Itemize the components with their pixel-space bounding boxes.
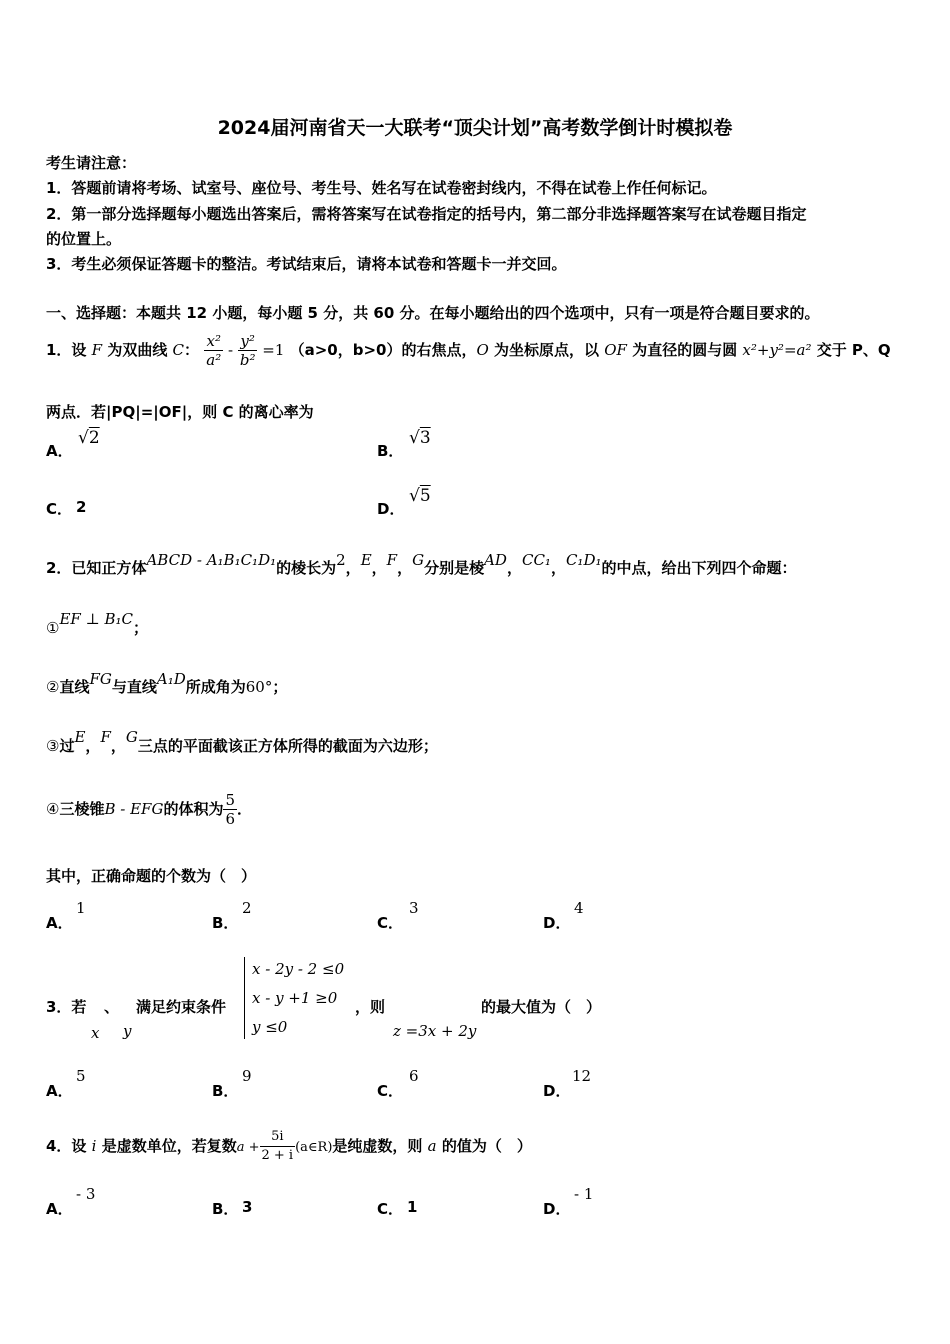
q3-constraint-1: x - 2y - 2 ≤0 xyxy=(252,960,345,978)
q1-option-d-value: √5 xyxy=(409,486,431,506)
q3-option-c-label: C． xyxy=(377,1082,404,1100)
q2-edge-AD: AD xyxy=(484,551,507,569)
q1-option-a-value: √2 xyxy=(78,428,100,448)
q1-fraction-y: $\frac{\text{y²}}{\text{b²}}$ xyxy=(239,332,256,369)
q3-option-d-value: 12 xyxy=(572,1067,592,1085)
q4-option-a-value: - 3 xyxy=(76,1185,96,1203)
q2-proposition-2: ②直线FG与直线A₁D所成角为60°； xyxy=(46,670,288,696)
q2-question: 其中，正确命题的个数为（ ） xyxy=(46,867,257,885)
q2-edge-C1D1: C₁D₁ xyxy=(565,551,602,569)
q3-separator: 、 xyxy=(104,998,120,1016)
q1-var-O: O xyxy=(476,341,489,359)
q4-option-d-value: - 1 xyxy=(574,1185,594,1203)
q2-cube: ABCD - A₁B₁C₁D₁ xyxy=(146,551,277,569)
q3-option-a-value: 5 xyxy=(76,1067,86,1085)
q2-edge-length: 2 xyxy=(336,551,346,569)
q1-text-1: 为双曲线 xyxy=(102,341,173,359)
q2-lead: 2．已知正方体 xyxy=(46,559,147,577)
q2-option-d-label: D． xyxy=(543,914,571,932)
q3-option-a-label: A． xyxy=(46,1082,73,1100)
q1-fraction-x: $\frac{\text{x²}}{\text{a²}}$ xyxy=(206,332,222,369)
q1-option-b-value: √3 xyxy=(409,428,431,448)
q1-minus: - xyxy=(223,341,238,359)
q2-option-b-value: 2 xyxy=(242,899,252,917)
q4-option-c-value: 1 xyxy=(407,1198,418,1216)
q3-var-y: y xyxy=(123,1022,132,1040)
q2-option-c-label: C． xyxy=(377,914,404,932)
q2-option-a-value: 1 xyxy=(76,899,86,917)
q1-option-a-label: A． xyxy=(46,442,73,460)
question-2-stem: 2．已知正方体ABCD - A₁B₁C₁D₁的棱长为2，E，F，G分别是棱AD，CC₁，C₁D₁的中点，给出下列四个命题： xyxy=(46,551,797,577)
notice-item-2b: 的位置上。 xyxy=(46,230,122,248)
q1-option-c-label: C． xyxy=(46,500,73,518)
q2-proposition-3: ③过E，F，G三点的平面截该正方体所得的截面为六边形； xyxy=(46,728,438,755)
section-heading: 一、选择题：本题共 12 小题，每小题 5 分，共 60 分。在每小题给出的四个选项中，只有一项是符合题目要求的。 xyxy=(46,304,820,322)
q2-var-E: E xyxy=(360,551,372,569)
q4-var-i: i xyxy=(91,1137,97,1155)
q2-var-F: F xyxy=(386,551,398,569)
q2-var-G: G xyxy=(412,551,425,569)
q3-option-b-value: 9 xyxy=(242,1067,252,1085)
page-title: 2024届河南省天一大联考“顶尖计划”高考数学倒计时模拟卷 xyxy=(217,117,733,139)
notice-item-2a: 2．第一部分选择题每小题选出答案后，需将答案写在试卷指定的括号内，第二部分非选择题答案写在试卷题目指定 xyxy=(46,205,807,223)
q3-text-3: 的最大值为（ ） xyxy=(481,998,602,1016)
q4-var-a: a xyxy=(427,1137,437,1155)
q4-option-b-value: 3 xyxy=(242,1198,253,1216)
question-4-stem: 4．设 i 是虚数单位，若复数a + $\frac{5i}{2 + i}$ (a∈R)是纯虚数，则 a 的值为（ ） xyxy=(46,1129,532,1163)
q3-text-1: 满足约束条件 xyxy=(136,998,227,1016)
q3-option-b-label: B． xyxy=(212,1082,239,1100)
notice-heading: 考生请注意： xyxy=(46,154,137,172)
q3-text-2: ，则 xyxy=(355,998,386,1016)
q1-var-OF: OF xyxy=(604,341,627,359)
question-1-line-2: 两点．若|PQ|=|OF|，则 C 的离心率为 xyxy=(46,403,314,421)
q2-proposition-4: ④三棱锥B - EFG的体积为 $\frac{5}{6}$ ． xyxy=(46,791,253,828)
notice-item-3: 3．考生必须保证答题卡的整洁。考试结束后，请将本试卷和答题卡一并交回。 xyxy=(46,255,567,273)
q2-proposition-1: ①EF ⊥ B₁C； xyxy=(46,610,148,637)
q2-edge-CC1: CC₁ xyxy=(521,551,551,569)
q4-option-c-label: C． xyxy=(377,1200,404,1218)
q2-text-1: 的棱长为 xyxy=(276,559,337,577)
q1-text-3: 为直径的圆与圆 xyxy=(626,341,743,359)
q4-option-d-label: D． xyxy=(543,1200,571,1218)
notice-item-1: 1．答题前请将考场、试室号、座位号、考生号、姓名写在试卷密封线内，不得在试卷上作任何标记。 xyxy=(46,179,717,197)
q3-objective: z =3x + 2y xyxy=(393,1022,477,1040)
q3-option-c-value: 6 xyxy=(409,1067,419,1085)
q2-text-2: 分别是棱 xyxy=(424,559,485,577)
q2-option-b-label: B． xyxy=(212,914,239,932)
q2-option-d-value: 4 xyxy=(574,899,584,917)
q1-lead: 1．设 xyxy=(46,341,92,359)
q3-lead: 3．若 xyxy=(46,998,87,1016)
q3-constraint-2: x - y +1 ≥0 xyxy=(252,989,338,1007)
q1-var-C: C xyxy=(172,341,185,359)
q4-option-b-label: B． xyxy=(212,1200,239,1218)
q4-option-a-label: A． xyxy=(46,1200,73,1218)
q1-text-2: 为坐标原点，以 xyxy=(488,341,605,359)
question-1-line-1 xyxy=(46,330,891,370)
q1-option-d-label: D． xyxy=(377,500,405,518)
q1-condition: （a>0，b>0）的右焦点， xyxy=(289,341,477,359)
q3-var-x: x xyxy=(91,1024,100,1042)
q1-circle-equation: x²+y²=a² xyxy=(742,341,812,359)
q2-option-c-value: 3 xyxy=(409,899,419,917)
q1-colon: ： xyxy=(184,341,200,359)
q3-constraint-3: y ≤0 xyxy=(252,1018,288,1036)
q1-equals-one: =1 xyxy=(257,341,285,359)
q3-option-d-label: D． xyxy=(543,1082,571,1100)
q4-fraction: $\frac{5i}{2 + i}$ xyxy=(261,1129,294,1163)
q1-option-b-label: B． xyxy=(377,442,404,460)
q1-var-F: F xyxy=(91,341,103,359)
q1-option-c-value: 2 xyxy=(76,498,87,516)
q2-text-3: 的中点，给出下列四个命题： xyxy=(601,559,797,577)
q2-option-a-label: A． xyxy=(46,914,73,932)
q1-text-4: 交于 P、Q xyxy=(811,341,891,359)
